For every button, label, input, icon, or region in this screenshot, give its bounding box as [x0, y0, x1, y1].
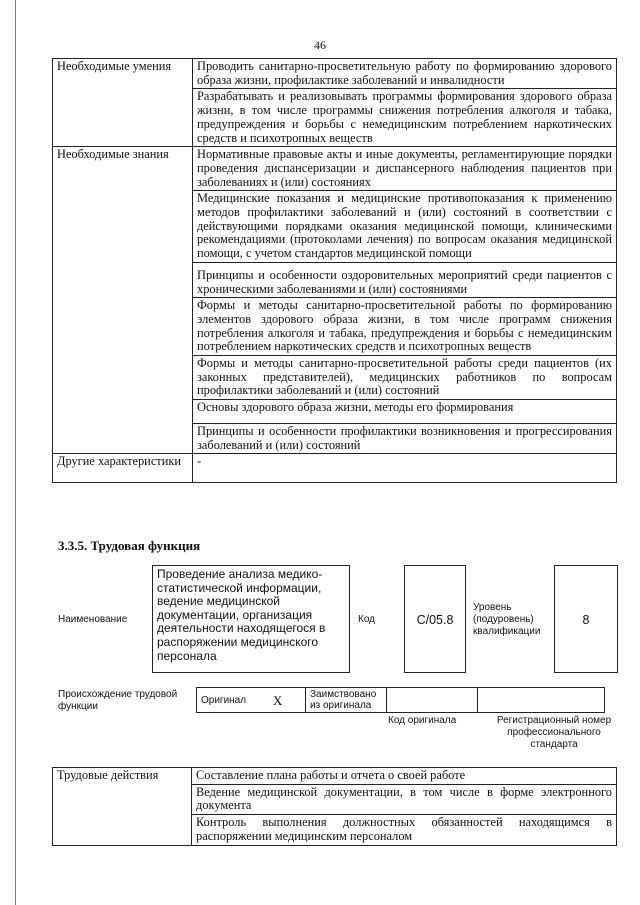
row-label-skills: Необходимые умения — [53, 59, 193, 147]
scan-edge-line — [15, 0, 16, 905]
labor-action-item: Составление плана работы и отчета о своей работе — [192, 768, 617, 785]
code-original-label: Код оригинала — [388, 715, 457, 726]
borrowed-cell — [306, 688, 387, 713]
requirements-table — [52, 58, 617, 483]
code-label: Код — [358, 614, 376, 625]
level-value: 8 — [582, 613, 590, 627]
skill-item: Разрабатывать и реализовывать программы формирования здорового образа жизни, в том числе программы снижения потребления алкоголя и табака, предупреждения и борьбы с немедицинским потреблением наркотических средств и психотропных веществ — [193, 89, 617, 147]
name-value: Проведение анализа медико-статистической информации, ведение медицинской документации, организация деятельности находящегося в распоряжении медицинского персонала — [157, 567, 326, 663]
knowledge-item: Формы и методы санитарно-просветительной работы среди пациентов (их законных представителей), медицинских работников по вопросам профилактики заболеваний и (или) состояний — [193, 356, 617, 400]
table-row — [53, 59, 617, 89]
code-original-cell — [387, 688, 478, 713]
labor-actions-label: Трудовые действия — [53, 768, 192, 846]
labor-action-item: Ведение медицинской документации, в том числе в форме электронного документа — [192, 784, 617, 814]
labor-actions-table — [52, 767, 617, 846]
knowledge-item: Принципы и особенности оздоровительных мероприятий среди пациентов с хроническими заболеваниями и (или) состояниями — [193, 262, 617, 297]
page-number: 46 — [314, 38, 326, 52]
knowledge-item: Основы здорового образа жизни, методы его формирования — [193, 400, 617, 424]
name-label: Наименование — [58, 614, 128, 625]
row-label-other: Другие характеристики — [53, 454, 193, 483]
code-value: C/05.8 — [416, 613, 454, 627]
knowledge-item: Медицинские показания и медицинские противопоказания к применению методов профилактики заболеваний и (или) состояний в соответствии с действующими порядками оказания медицинской помощи, клиническими рекомендациями (протоколами лечения) по вопросам оказания медицинской помощи, с учетом стандартов медицинской помощи — [193, 191, 617, 263]
skill-item: Проводить санитарно-просветительную работу по формированию здорового образа жизни, профилактике заболеваний и инвалидности — [193, 59, 617, 89]
other-value: - — [193, 454, 617, 483]
level-box — [554, 565, 618, 673]
table-row — [197, 688, 605, 713]
code-box — [404, 565, 466, 673]
row-label-knowledge: Необходимые знания — [53, 147, 193, 454]
borrowed-label: Заимствовано из оригинала — [310, 689, 377, 711]
table-row — [53, 147, 617, 191]
original-label: Оригинал — [201, 694, 247, 706]
knowledge-item: Принципы и особенности профилактики возникновения и прогрессирования заболеваний и (или) состояний — [193, 423, 617, 453]
knowledge-item: Формы и методы санитарно-просветительной работы по формированию элементов здорового образа жизни, в том числе программ снижения потребления алкоголя и табака, предупреждения и борьбы с немедицинским потреблением наркотических средств и психотропных веществ — [193, 298, 617, 356]
section-title: 3.3.5. Трудовая функция — [58, 538, 201, 553]
table-row — [53, 768, 617, 785]
origin-label: Происхождение трудовой функции — [58, 689, 178, 712]
labor-action-item: Контроль выполнения должностных обязанностей находящимся в распоряжении медицинским персоналом — [192, 815, 617, 845]
level-label: Уровень (подуровень) квалификации — [473, 602, 541, 637]
reg-number-cell — [478, 688, 605, 713]
origin-table — [196, 687, 605, 713]
table-row — [53, 454, 617, 483]
original-mark: X — [273, 693, 283, 708]
reg-number-label: Регистрационный номер профессионального стандарта — [496, 715, 612, 750]
knowledge-item: Нормативные правовые акты и иные документы, регламентирующие порядки проведения диспансеризации и диспансерного наблюдения пациентов при заболеваниях и (или) состояниях — [193, 147, 617, 191]
name-box — [152, 565, 350, 673]
original-cell — [197, 688, 306, 713]
